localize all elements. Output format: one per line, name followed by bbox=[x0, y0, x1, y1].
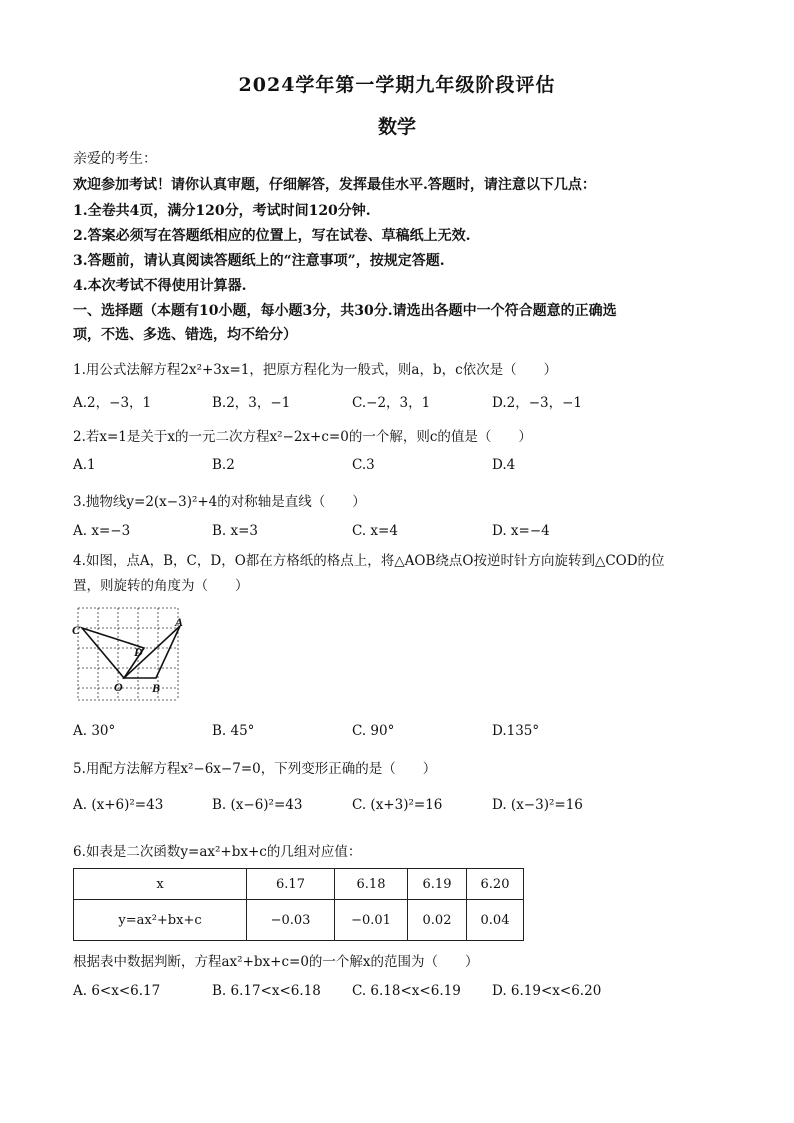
question-4-options bbox=[73, 723, 713, 743]
question-5-options bbox=[73, 797, 713, 817]
question-2-options bbox=[73, 457, 713, 477]
option-d: D. 6.19<x<6.20 bbox=[492, 983, 602, 999]
question-2-stem: 2.若x=1是关于x的一元二次方程x²−2x+c=0的一个解，则c的值是（ ） bbox=[73, 429, 532, 445]
option-b: B. 45° bbox=[212, 723, 255, 739]
option-b: B.2，3，−1 bbox=[212, 395, 291, 411]
question-4-stem-cont: 置，则旋转的角度为（ ） bbox=[73, 578, 249, 594]
table-cell: 0.04 bbox=[467, 900, 524, 941]
question-6-followup: 根据表中数据判断，方程ax²+bx+c=0的一个解x的范围为（ ） bbox=[73, 954, 479, 970]
question-6-options bbox=[73, 983, 713, 1003]
option-c: C.3 bbox=[352, 457, 375, 473]
option-d: D.4 bbox=[492, 457, 516, 473]
option-b: B. (x−6)²=43 bbox=[212, 797, 303, 813]
point-label-c: C bbox=[72, 623, 81, 637]
question-3-options bbox=[73, 523, 713, 543]
option-c: C. (x+3)²=16 bbox=[352, 797, 443, 813]
question-5-stem: 5.用配方法解方程x²−6x−7=0，下列变形正确的是（ ） bbox=[73, 761, 437, 777]
option-c: C. 6.18<x<6.19 bbox=[352, 983, 461, 999]
welcome-text: 欢迎参加考试！请你认真审题，仔细解答，发挥最佳水平.答题时，请注意以下几点： bbox=[73, 177, 596, 193]
table-cell: 6.19 bbox=[408, 869, 467, 900]
value-table bbox=[73, 868, 524, 941]
table-cell: −0.03 bbox=[247, 900, 335, 941]
option-c: C.−2，3，1 bbox=[352, 395, 431, 411]
option-a: A.1 bbox=[73, 457, 96, 473]
point-label-a: A bbox=[175, 615, 184, 629]
question-3-stem: 3.抛物线y=2(x−3)²+4的对称轴是直线（ ） bbox=[73, 494, 366, 510]
rotation-grid-figure bbox=[72, 602, 184, 706]
option-c: C. x=4 bbox=[352, 523, 398, 539]
point-label-b: B bbox=[152, 681, 161, 695]
table-cell: 6.18 bbox=[335, 869, 408, 900]
option-a: A. x=−3 bbox=[73, 523, 131, 539]
subject-title: 数学 bbox=[377, 116, 416, 138]
table-header-x: x bbox=[74, 869, 247, 900]
option-a: A.2，−3，1 bbox=[73, 395, 152, 411]
instruction-item: 3.答题前，请认真阅读答题纸上的“注意事项”，按规定答题. bbox=[73, 253, 445, 269]
option-a: A. (x+6)²=43 bbox=[73, 797, 164, 813]
exam-title: 2024学年第一学期九年级阶段评估 bbox=[238, 74, 556, 96]
table-header-y: y=ax²+bx+c bbox=[74, 900, 247, 941]
table-cell: −0.01 bbox=[335, 900, 408, 941]
table-cell: 0.02 bbox=[408, 900, 467, 941]
option-b: B. x=3 bbox=[212, 523, 259, 539]
greeting: 亲爱的考生： bbox=[73, 151, 157, 167]
question-1-options bbox=[73, 391, 713, 411]
instruction-item: 4.本次考试不得使用计算器. bbox=[73, 278, 247, 294]
section-heading-cont: 项，不选、多选、错选，均不给分） bbox=[73, 327, 297, 343]
option-d: D.2，−3，−1 bbox=[492, 395, 583, 411]
instruction-item: 1.全卷共4页，满分120分，考试时间120分钟. bbox=[73, 203, 371, 219]
point-label-o: O bbox=[114, 680, 123, 694]
option-c: C. 90° bbox=[352, 723, 395, 739]
instruction-item: 2.答案必须写在答题纸相应的位置上，写在试卷、草稿纸上无效. bbox=[73, 228, 471, 244]
option-b: B. 6.17<x<6.18 bbox=[212, 983, 321, 999]
table-cell: 6.17 bbox=[247, 869, 335, 900]
option-a: A. 30° bbox=[73, 723, 116, 739]
question-6-stem: 6.如表是二次函数y=ax²+bx+c的几组对应值： bbox=[73, 844, 362, 860]
option-d: D. (x−3)²=16 bbox=[492, 797, 583, 813]
question-1-stem: 1.用公式法解方程2x²+3x=1，把原方程化为一般式，则a，b，c依次是（ ） bbox=[73, 362, 558, 378]
option-b: B.2 bbox=[212, 457, 235, 473]
section-heading: 一、选择题（本题有10小题，每小题3分，共30分.请选出各题中一个符合题意的正确选 bbox=[73, 303, 617, 319]
point-label-d: D bbox=[134, 645, 143, 659]
option-d: D. x=−4 bbox=[492, 523, 550, 539]
option-d: D.135° bbox=[492, 723, 540, 739]
table-cell: 6.20 bbox=[467, 869, 524, 900]
question-4-stem: 4.如图，点A，B，C，D，O都在方格纸的格点上，将△AOB绕点O按逆时针方向旋转到△COD的位 bbox=[73, 553, 665, 569]
option-a: A. 6<x<6.17 bbox=[73, 983, 161, 999]
